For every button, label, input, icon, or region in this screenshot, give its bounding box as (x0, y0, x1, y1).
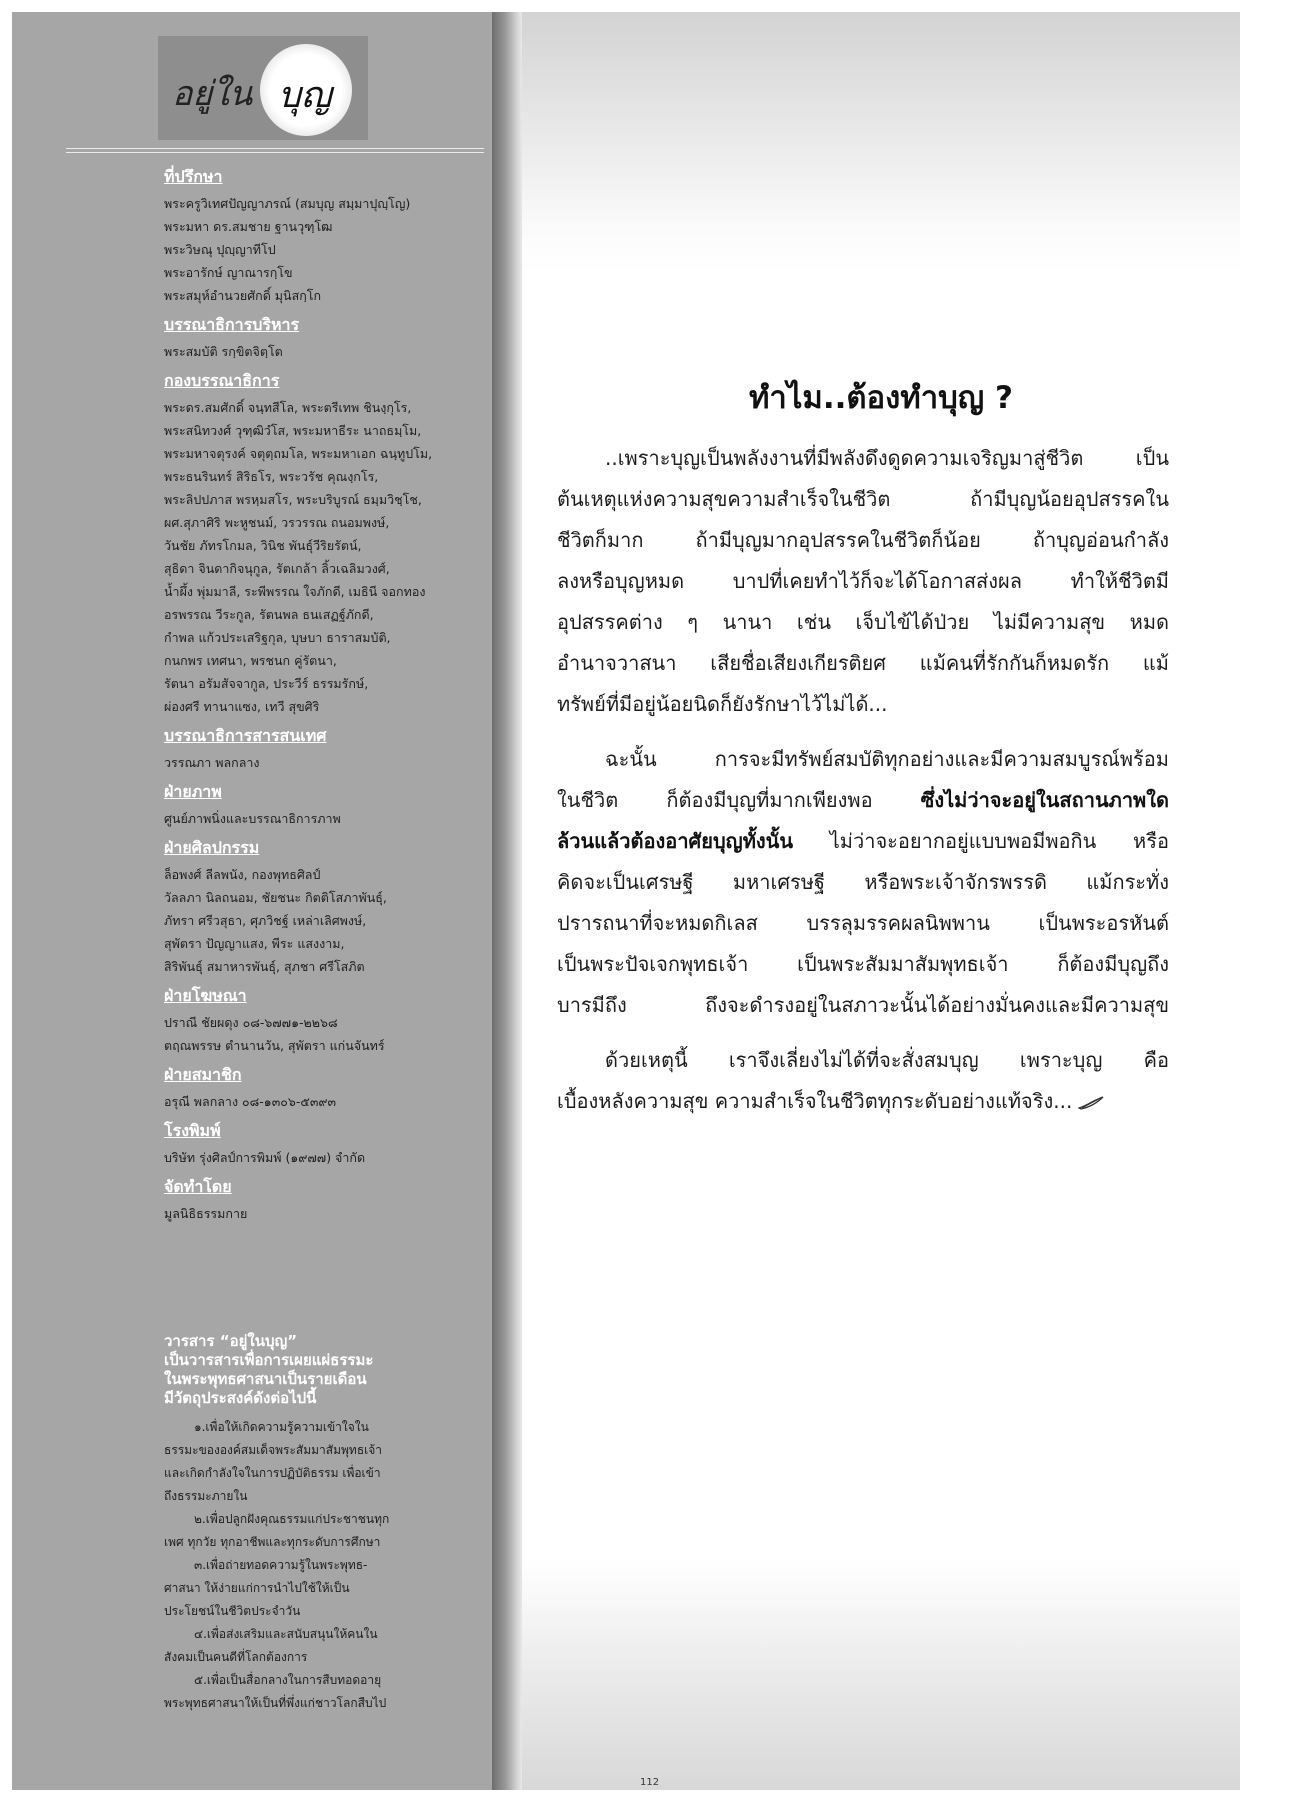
page-gutter (492, 12, 522, 1790)
article-line: ต้นเหตุแห่งความสุขความสำเร็จในชีวิต ถ้ามีบุญน้อยอุปสรรคใน (557, 487, 1169, 511)
article-line: ฉะนั้น การจะมีทรัพย์สมบัติทุกอย่างและมีความสมบูรณ์พร้อม (605, 747, 1169, 771)
sidebar-divider (66, 148, 484, 149)
credits-line: พระดร.สมศักดิ์ จนฺทสีโล, พระตรีเทพ ชินงฺกุโร, (164, 400, 412, 415)
credits-section (164, 781, 484, 830)
article-text: เบื้องหลังความสุข ความสำเร็จในชีวิตทุกระดับอย่างแท้จริง... (557, 1089, 1073, 1113)
logo-moon-icon (260, 44, 352, 136)
credits-line: พระสนิทวงศ์ วุฑฺฒิวํโส, พระมหาธีระ นาถธมฺโม, (164, 423, 422, 438)
credits-line: รัตนา อรัมสัจจากูล, ประวีร์ ธรรมรักษ์, (164, 676, 369, 691)
article-line: อุปสรรคต่าง ๆ นานา เช่น เจ็บไข้ได้ป่วย ไม่มีความสุข หมด (557, 610, 1169, 634)
about-line: ๒.เพื่อปลูกฝังคุณธรรมแก่ประชาชนทุก (194, 1512, 390, 1526)
credits-section (164, 314, 484, 363)
credits-section (164, 166, 484, 307)
credits-line: ปราณี ชัยผดุง ๐๘-๖๗๗๑-๒๒๖๘ (164, 1015, 338, 1030)
credits-line: ศูนย์ภาพนิ่งและบรรณาธิการภาพ (164, 811, 341, 826)
about-line: และเกิดกำลังใจในการปฏิบัติธรรม เพื่อเข้า (164, 1466, 381, 1480)
credits-section (164, 837, 484, 978)
credits-line: มูลนิธิธรรมกาย (164, 1206, 248, 1221)
credits-line: วรรณภา พลกลาง (164, 755, 260, 770)
article-line-final (557, 1081, 1169, 1122)
credits-line: กำพล แก้วประเสริฐกุล, บุษบา ธาราสมบัติ, (164, 630, 391, 645)
about-line: ๔.เพื่อส่งเสริมและสนับสนุนให้คนใน (194, 1627, 378, 1641)
article-line: ชีวิตก็มาก ถ้ามีบุญมากอุปสรรคในชีวิตก็น้อย ถ้าบุญอ่อนกำลัง (557, 528, 1169, 552)
credits-line: พระลิปปภาส พรหฺมสโร, พระบริบูรณ์ ธมฺมวิชฺโช, (164, 492, 422, 507)
credits-line: สิริพันธุ์ สมาหารพันธุ์, สุภชา ศรีโสภิต (164, 959, 365, 974)
article-line: อำนาจวาสนา เสียชื่อเสียงเกียรติยศ แม้คนที่รักกันก็หมดรัก แม้ (557, 651, 1169, 675)
about-heading-line: ในพระพุทธศาสนาเป็นรายเดือน (164, 1370, 367, 1388)
article-text: ไม่ว่าจะอยากอยู่แบบพอมีพอกิน หรือ (829, 829, 1169, 853)
about-line: ๑.เพื่อให้เกิดความรู้ความเข้าใจใน (194, 1420, 369, 1434)
sidebar-divider (66, 152, 484, 153)
article-line: ด้วยเหตุนี้ เราจึงเลี่ยงไม่ได้ที่จะสั่งสมบุญ เพราะบุญ คือ (605, 1048, 1169, 1072)
article-paragraph (557, 739, 1169, 1026)
about-line: พระพุทธศาสนาให้เป็นที่พึ่งแก่ชาวโลกสืบไป (164, 1696, 387, 1710)
credits-heading: กองบรรณาธิการ (164, 371, 280, 390)
credits-heading: ฝ่ายศิลปกรรม (164, 838, 260, 857)
about-line: ประโยชน์ในชีวิตประจำวัน (164, 1604, 301, 1618)
credits-line: น้ำผึ้ง พุ่มมาลี, ระพีพรรณ ใจภักดี, เมธินี จอกทอง (164, 584, 426, 599)
credits-section (164, 1064, 484, 1113)
about-heading (164, 1332, 484, 1408)
credits-line: ผ่องศรี ทานาแซง, เทวี สุขศิริ (164, 699, 320, 714)
article-line (557, 780, 1169, 821)
credits-line: วันชัย ภัทรโกมล, วินิช พันธุ์วีริยรัตน์, (164, 538, 362, 553)
about-heading-line: เป็นวารสารเพื่อการเผยแผ่ธรรมะ (164, 1351, 374, 1369)
credits-heading: ฝ่ายสมาชิก (164, 1065, 242, 1084)
logo-text: อยู่ใน (172, 74, 253, 114)
credits-line: พระมหา ดร.สมชาย ฐานวุฑฺโฒ (164, 219, 333, 234)
article-bold-text: ล้วนแล้วต้องอาศัยบุญทั้งนั้น (557, 829, 793, 853)
credits-line: พระวิษณุ ปุญฺญาทีโป (164, 242, 276, 257)
about-line: ศาสนา ให้ง่ายแก่การนำไปใช้ให้เป็น (164, 1581, 350, 1595)
credits-line: ภัทรา ศรีวสุธา, ศุภวิชฐ์ เหล่าเลิศพงษ์, (164, 913, 367, 928)
credits-line: สุธิดา จินดากิจนุกูล, รัตเกล้า ลิ้วเฉลิมวงศ์, (164, 561, 390, 576)
article-line: ปรารถนาที่จะหมดกิเลส บรรลุมรรคผลนิพพาน เป็นพระอรหันต์ (557, 911, 1169, 935)
article-body (557, 438, 1169, 1136)
feather-icon (1078, 1096, 1104, 1110)
credits-heading: จัดทำโดย (164, 1177, 232, 1196)
credits-heading: โรงพิมพ์ (164, 1121, 221, 1140)
article-line (557, 821, 1169, 862)
credits-line: พระสมุห์อำนวยศักดิ์ มุนิสกฺโก (164, 288, 322, 303)
article-bold-text: ซึ่งไม่ว่าจะอยู่ในสถานภาพใด (920, 788, 1169, 812)
about-heading-line: มีวัตถุประสงค์ดังต่อไปนี้ (164, 1389, 317, 1407)
credits-section (164, 725, 484, 774)
credits-section (164, 370, 484, 718)
credits-list (164, 166, 484, 1232)
about-line: เพศ ทุกวัย ทุกอาชีพและทุกระดับการศึกษา (164, 1535, 381, 1549)
about-line: สังคมเป็นคนดีที่โลกต้องการ (164, 1650, 308, 1664)
credits-heading: บรรณาธิการสารสนเทศ (164, 726, 327, 745)
page-number: 112 (640, 1777, 660, 1788)
article-title: ทำไม..ต้องทำบุญ ? (748, 380, 1013, 416)
credits-heading: ฝ่ายโฆษณา (164, 986, 247, 1005)
article-line: เป็นพระปัจเจกพุทธเจ้า เป็นพระสัมมาสัมพุทธเจ้า ก็ต้องมีบุญถึง (557, 952, 1169, 976)
cloud-background-top (522, 12, 1240, 272)
credits-line: พระธนรินทร์ สิริธโร, พระวรัช คุณงฺกโร, (164, 469, 379, 484)
cloud-background-bottom (522, 1560, 1240, 1790)
article-text: ในชีวิต ก็ต้องมีบุญที่มากเพียงพอ (557, 788, 873, 812)
credits-section (164, 1176, 484, 1225)
article-line: ลงหรือบุญหมด บาปที่เคยทำไว้ก็จะได้โอกาสส่งผล ทำให้ชีวิตมี (557, 569, 1169, 593)
credits-line: พระครูวิเทศปัญญาภรณ์ (สมบุญ สมฺมาปุญฺโญ) (164, 196, 411, 211)
credits-line: พระอารักษ์ ญาณารกฺโข (164, 265, 293, 280)
magazine-about (164, 1332, 484, 1715)
credits-line: ผศ.สุภาศิริ พะหูชนม์, วรวรรณ ถนอมพงษ์, (164, 515, 390, 530)
credits-line: ตฤณพรรษ ตำนานวัน, สุพัตรา แก่นจันทร์ (164, 1038, 385, 1053)
credits-line: ล็อพงศ์ ลีลพนัง, กองพุทธศิลป์ (164, 867, 321, 882)
article-paragraph (557, 1040, 1169, 1122)
article-line: บารมีถึง ถึงจะดำรงอยู่ในสภาวะนั้นได้อย่างมั่นคงและมีความสุข (557, 993, 1169, 1017)
about-line: ธรรมะขององค์สมเด็จพระสัมมาสัมพุทธเจ้า (164, 1443, 383, 1457)
credits-section (164, 985, 484, 1057)
credits-line: พระสมบัติ รกฺขิตจิตฺโต (164, 344, 283, 359)
credits-line: อรุณี พลกลาง ๐๘-๑๓๐๖-๕๓๙๓ (164, 1094, 337, 1109)
credits-line: สุพัตรา ปัญญาแสง, พีระ แสงงาม, (164, 936, 345, 951)
article-line: ทรัพย์ที่มีอยู่น้อยนิดก็ยังรักษาไว้ไม่ได้... (557, 692, 888, 716)
article-line: คิดจะเป็นเศรษฐี มหาเศรษฐี หรือพระเจ้าจักรพรรดิ แม้กระทั่ง (557, 870, 1169, 894)
credits-line: อรพรรณ วีระกูล, รัตนพล ธนเสฏฐ์ภักดี, (164, 607, 374, 622)
credits-heading: บรรณาธิการบริหาร (164, 315, 300, 334)
article-line: ..เพราะบุญเป็นพลังงานที่มีพลังดึงดูดความเจริญมาสู่ชีวิต เป็น (605, 446, 1169, 470)
about-line: ถึงธรรมะภายใน (164, 1489, 248, 1503)
about-line: ๕.เพื่อเป็นสื่อกลางในการสืบทอดอายุ (194, 1673, 382, 1687)
credits-line: วัลลภา นิลถนอม, ชัยชนะ กิตติโสภาพันธุ์, (164, 890, 387, 905)
article-paragraph (557, 438, 1169, 725)
credits-line: พระมหาจตุรงค์ จตุตฺถมโล, พระมหาเอก ฉนฺทูปโม, (164, 446, 433, 461)
credits-heading: ฝ่ายภาพ (164, 782, 222, 801)
magazine-logo (158, 36, 368, 140)
about-heading-line: วารสาร “อยู่ในบุญ” (164, 1332, 298, 1350)
credits-line: กนกพร เทศนา, พรชนก คู่รัตนา, (164, 653, 337, 668)
credits-heading: ที่ปรึกษา (164, 167, 223, 186)
logo-moon-text: บุญ (278, 75, 332, 116)
about-line: ๓.เพื่อถ่ายทอดความรู้ในพระพุทธ- (194, 1558, 368, 1572)
credits-line: บริษัท รุ่งศิลป์การพิมพ์ (๑๙๗๗) จำกัด (164, 1150, 366, 1165)
credits-section (164, 1120, 484, 1169)
